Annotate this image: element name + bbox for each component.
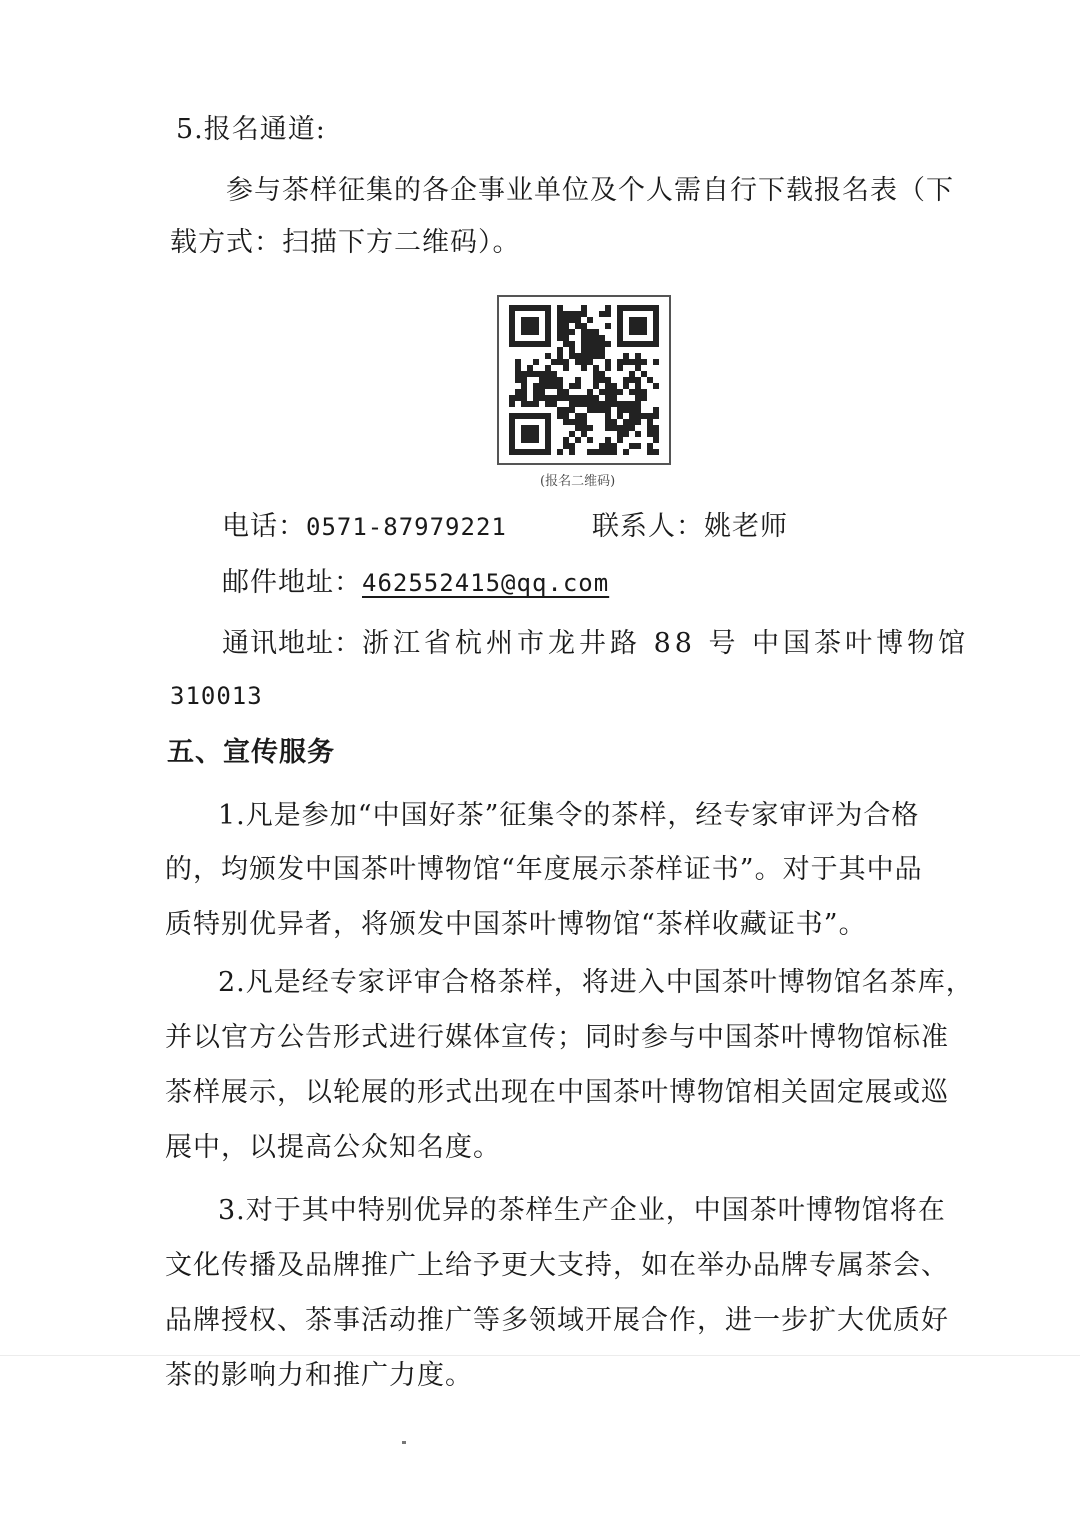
registration-paragraph-line: 载方式：扫描下方二维码）。 — [170, 227, 521, 258]
address-value: 浙江省杭州市龙井路 88 号 中国茶叶博物馆 — [362, 628, 970, 659]
email-label: 邮件地址： — [222, 567, 362, 598]
item2-line: 并以官方公告形式进行媒体宣传；同时参与中国茶叶博物馆标准 — [165, 1022, 949, 1053]
registration-qr-code[interactable] — [497, 295, 671, 465]
registration-paragraph-line: 参与茶样征集的各企事业单位及个人需自行下载报名表（下 — [226, 175, 954, 206]
page-fold-line — [0, 1355, 1080, 1356]
item2-line: 2.凡是经专家评审合格茶样，将进入中国茶叶博物馆名茶库， — [218, 967, 974, 998]
item1-line: 的，均颁发中国茶叶博物馆“年度展示茶样证书”。对于其中品 — [165, 854, 923, 885]
item2-line: 茶样展示，以轮展的形式出现在中国茶叶博物馆相关固定展或巡 — [165, 1077, 949, 1108]
qr-caption: (报名二维码) — [540, 474, 616, 489]
item3-line: 文化传播及品牌推广上给予更大支持，如在举办品牌专属茶会、 — [165, 1250, 949, 1281]
phone-label: 电话： — [222, 511, 306, 542]
item3-line: 3.对于其中特别优异的茶样生产企业，中国茶叶博物馆将在 — [218, 1195, 946, 1226]
postcode: 310013 — [170, 682, 263, 710]
qr-code-image — [509, 305, 659, 455]
email-line — [222, 563, 609, 603]
phone-value[interactable]: 0571-87979221 — [306, 513, 507, 541]
item3-line: 品牌授权、茶事活动推广等多领域开展合作，进一步扩大优质好 — [165, 1305, 949, 1336]
registration-heading: 5.报名通道: — [176, 114, 326, 145]
phone-line — [222, 507, 507, 547]
publicity-heading: 五、宣传服务 — [167, 737, 335, 768]
item1-line: 1.凡是参加“中国好茶”征集令的茶样，经专家审评为合格 — [218, 800, 920, 831]
item3-line: 茶的影响力和推广力度。 — [165, 1360, 473, 1391]
address-line — [222, 624, 969, 664]
scan-speck — [402, 1441, 406, 1444]
contact-person-label: 联系人： — [592, 511, 704, 542]
item2-line: 展中，以提高公众知名度。 — [165, 1132, 501, 1163]
contact-person-line — [592, 507, 788, 547]
contact-person-value: 姚老师 — [704, 511, 788, 542]
address-label: 通讯地址： — [222, 628, 362, 659]
item1-line: 质特别优异者，将颁发中国茶叶博物馆“茶样收藏证书”。 — [165, 909, 867, 940]
email-link[interactable]: 462552415@qq.com — [362, 569, 610, 597]
